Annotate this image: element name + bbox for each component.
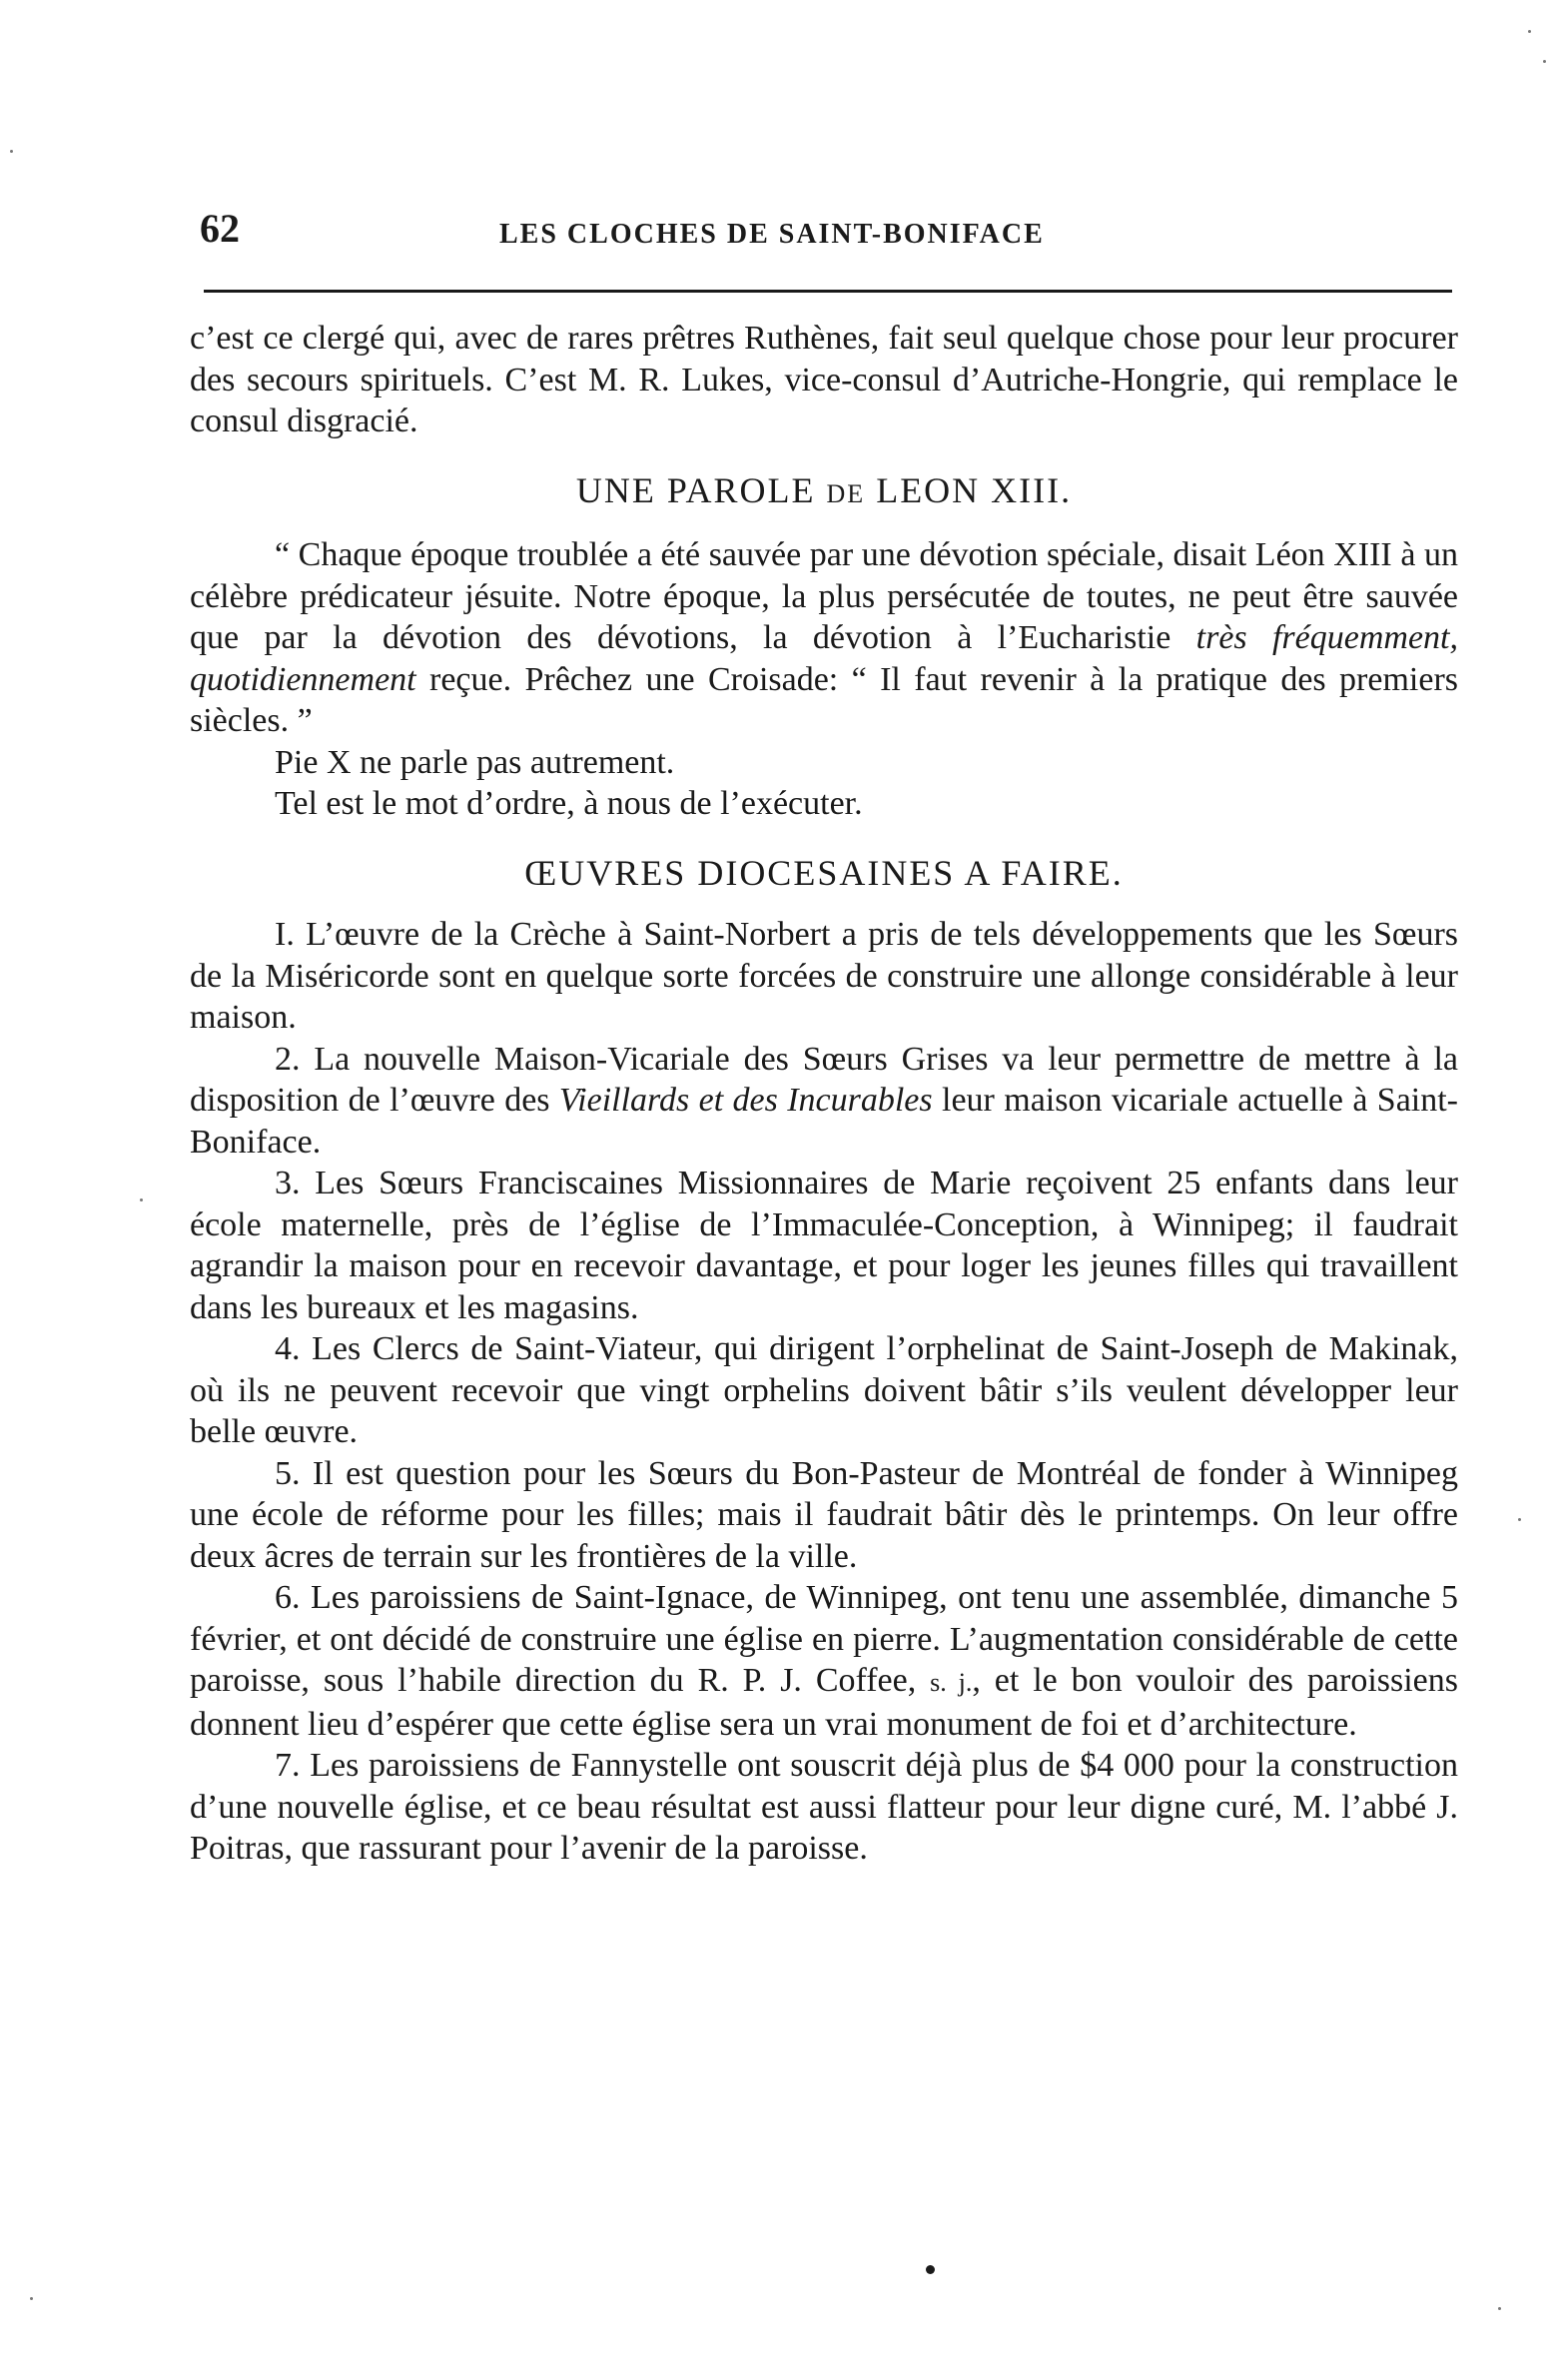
item6-text-end: , et le bon vouloir des paroissiens donnent lieu d’espérer que cette église sera un vrai monument de foi et d’architecture. (190, 1662, 1458, 1743)
scan-speck (1528, 30, 1531, 33)
pie-x-line: Pie X ne parle pas autrement. (275, 743, 675, 781)
header-rule (204, 290, 1452, 293)
item6-text-start: 6. Les paroissiens de Saint-Ignace, de Winnipeg, ont tenu une assemblée, dimanche 5 février, et ont décidé de construire une église en pierre. L’augmentation considérable de cette paroisse, sous l’habile direction du R. P. J. Coffee, (190, 1579, 1458, 1699)
mot-ordre-line: Tel est le mot d’ordre, à nous de l’exécuter. (275, 785, 863, 822)
list-item-1: I. L’œuvre de la Crèche à Saint-Norbert a pris de tels développements que les Sœurs de la Miséricorde sont en quelque sorte forcées de construire une allonge considérable à leur maison. (190, 916, 1458, 1036)
list-item-7: 7. Les paroissiens de Fannystelle ont souscrit déjà plus de $4 000 pour la construction d’une nouvelle église, et ce beau résultat est aussi flatteur pour leur digne curé, M. l’abbé J. Poitras, que rassurant pour l’avenir de la paroisse. (190, 1747, 1458, 1867)
scan-speck (140, 1198, 143, 1201)
item2-text-start: 2. La nouvelle Maison-Vicariale des Sœurs Grises va leur permettre de mettre à la disposition de l’œuvre des (190, 1040, 1458, 1119)
heading-parole-part1: UNE PAROLE (575, 469, 816, 510)
quote-text-start: “ Chaque époque troublée a été sauvée par une dévotion spéciale, disait Léon XIII à un célèbre prédicateur jésuite. Notre époque, la plus persécutée de toutes, ne peut être sauvée que par la dévotion des dévotions, la dévotion à l’Eucharistie (190, 536, 1458, 656)
running-title: LES CLOCHES DE SAINT-BONIFACE (499, 219, 1045, 250)
scan-speck (1543, 60, 1546, 63)
page-header (200, 205, 1452, 265)
scan-speck (1498, 2307, 1501, 2310)
section-heading-oeuvres: ŒUVRES DIOCESAINES A FAIRE. (524, 852, 1124, 893)
page-body (190, 318, 1458, 1870)
list-item-6 (190, 1577, 1458, 1745)
item2-italic: Vieillards et des Incurables (558, 1082, 933, 1119)
quote-text-end: reçue. Prêchez une Croisade: “ Il faut revenir à la pratique des premiers siècles. ” (190, 660, 1458, 739)
heading-parole-part2: DE (826, 478, 866, 508)
item6-sj: s. j. (930, 1668, 973, 1697)
scan-speck (1518, 1518, 1521, 1521)
list-item-2 (190, 1039, 1458, 1164)
item2-text-end: leur maison vicariale actuelle à Saint-Boniface. (190, 1082, 1458, 1161)
quote-italic: très fréquemment, quotidiennement (190, 619, 1458, 698)
section-heading-parole (190, 470, 1458, 515)
end-dot (926, 2265, 935, 2274)
scan-speck (30, 2297, 33, 2300)
list-item-5: 5. Il est question pour les Sœurs du Bon-Pasteur de Montréal de fonder à Winnipeg une école de réforme pour les filles; mais il faudrait bâtir dès le printemps. On leur offre deux âcres de terrain sur les frontières de la ville. (190, 1454, 1458, 1575)
heading-parole-part3: LEON XIII. (876, 469, 1073, 510)
page-number: 62 (200, 206, 240, 251)
scan-speck (10, 150, 13, 153)
list-item-3: 3. Les Sœurs Franciscaines Missionnaires de Marie reçoivent 25 enfants dans leur école maternelle, près de l’église de l’Immaculée-Conception, à Winnipeg; il faudrait agrandir la maison pour en recevoir davantage, et pour loger les jeunes filles qui travaillent dans les bureaux et les magasins. (190, 1165, 1458, 1326)
opening-paragraph: c’est ce clergé qui, avec de rares prêtres Ruthènes, fait seul quelque chose pour leur procurer des secours spirituels. C’est M. R. Lukes, vice-consul d’Autriche-Hongrie, qui remplace le consul disgracié. (190, 320, 1458, 439)
leo-xiii-quote (190, 534, 1458, 742)
list-item-4: 4. Les Clercs de Saint-Viateur, qui dirigent l’orphelinat de Saint-Joseph de Makinak, où ils ne peuvent recevoir que vingt orphelins doivent bâtir s’ils veulent développer leur belle œuvre. (190, 1330, 1458, 1450)
